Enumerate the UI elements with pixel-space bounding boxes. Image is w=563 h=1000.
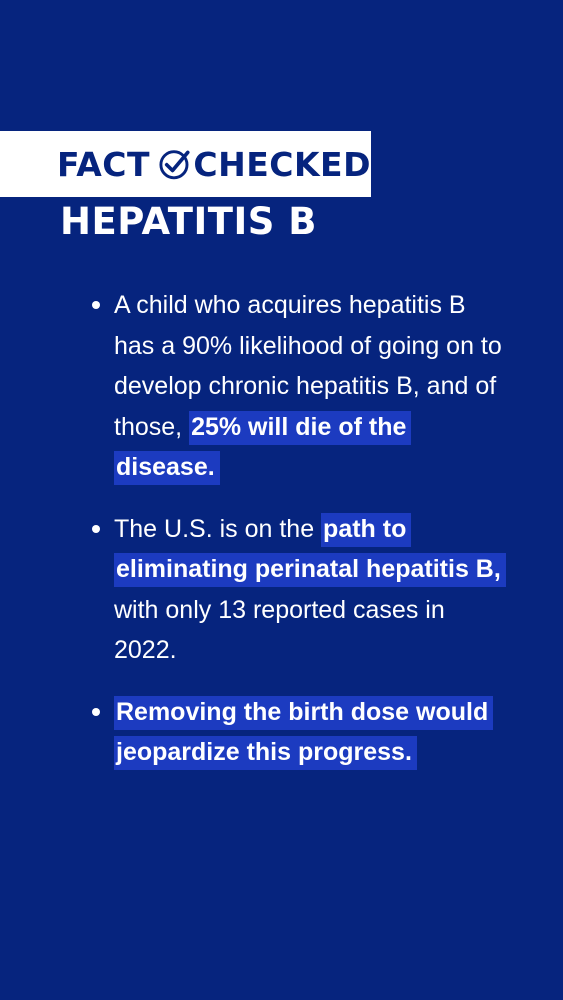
fact-item — [92, 285, 512, 488]
fact-text-tail: with only 13 reported cases in 2022. — [114, 595, 445, 664]
fact-highlight: path to eliminating perinatal hepatitis B, — [114, 513, 506, 588]
fact-text: The U.S. is on the — [114, 514, 322, 543]
fact-highlight: Removing the birth dose would jeopardize this progress. — [114, 696, 493, 771]
fact-text: A child who acquires hepatitis B has a 90% likelihood of going on to develop chronic hepatitis B, and of those, — [114, 291, 502, 441]
fact-item — [92, 692, 512, 773]
bullet-dot — [92, 301, 100, 309]
fact-highlight: 25% will die of the disease. — [114, 411, 411, 486]
fact-checked-badge — [0, 131, 371, 197]
badge-checked-text: CHECKED — [193, 144, 371, 184]
fact-list — [92, 285, 512, 794]
fact-item — [92, 509, 512, 671]
badge-fact-text: FACT — [57, 144, 151, 184]
checkmark-circle-icon — [158, 141, 191, 187]
bullet-dot — [92, 708, 100, 716]
bullet-dot — [92, 525, 100, 533]
page-title: HEPATITIS B — [60, 200, 317, 243]
